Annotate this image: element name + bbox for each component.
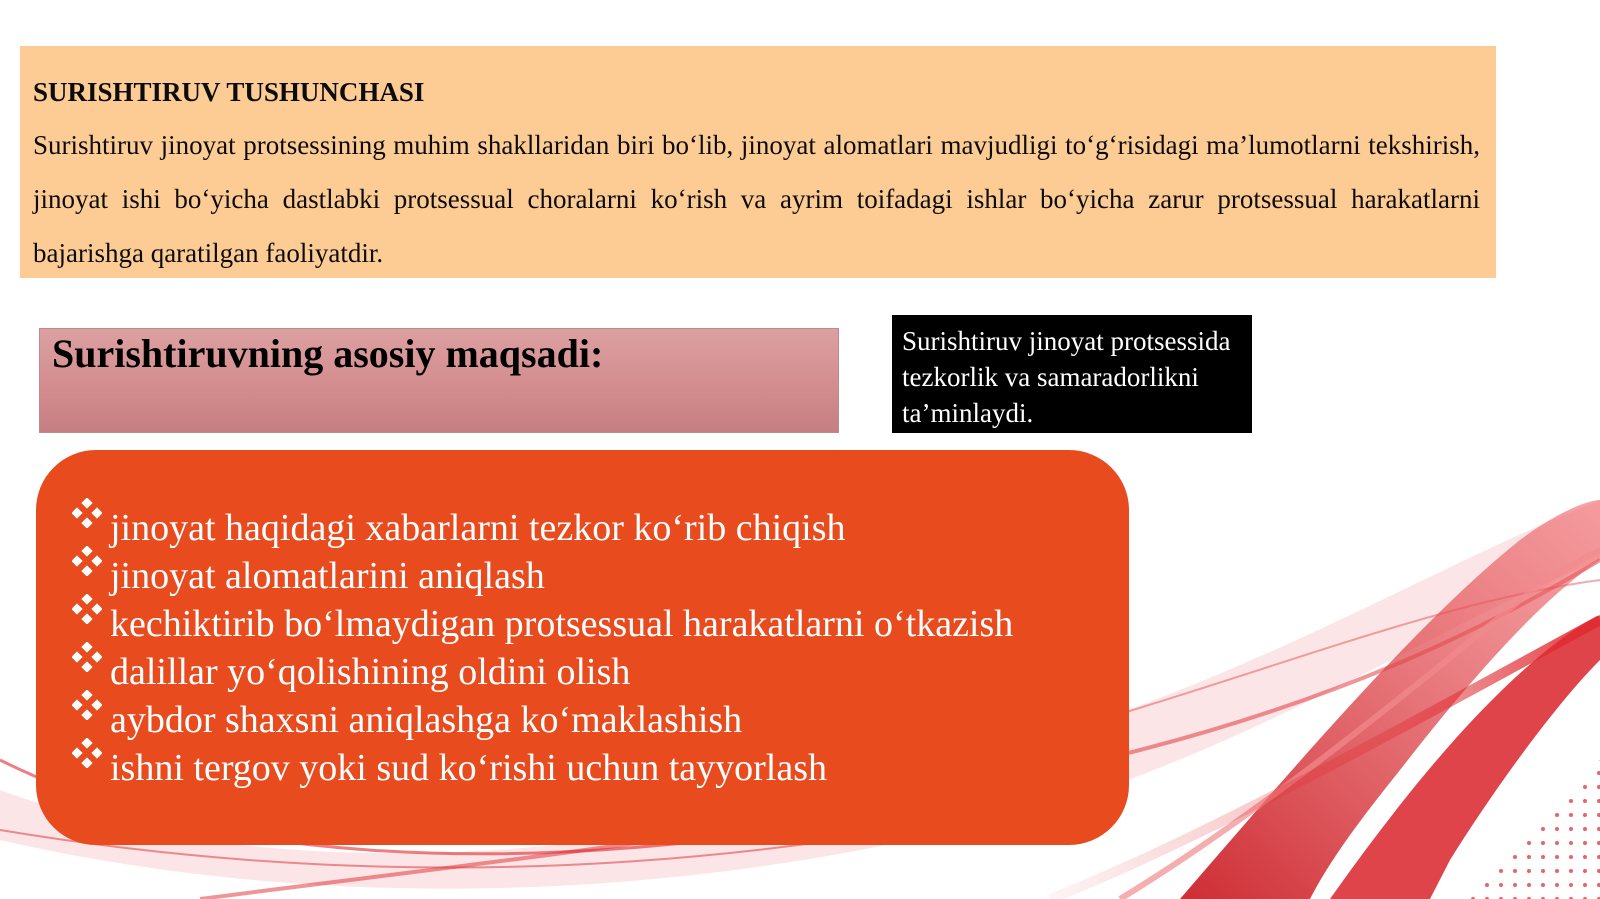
list-item [72,552,1129,600]
note-text: Surishtiruv jinoyat protsessida tezkorlik va samaradorlikni ta’minlaydi. [902,326,1231,428]
goal-list [72,504,1129,792]
list-item-text: dalillar yo‘qolishining oldini olish [110,651,631,693]
list-item-text: aybdor shaxsni aniqlashga ko‘maklashish [110,699,743,741]
list-item [72,600,1129,648]
note-box [892,315,1252,433]
goal-list-box [36,450,1129,845]
four-diamond-bullet-icon [72,738,110,768]
goal-title: Surishtiruvning asosiy maqsadi: [52,331,604,376]
definition-text: Surishtiruv jinoyat protsessining muhim shakllaridan biri bo‘lib, jinoyat alomatlari mavjudligi to‘g‘risidagi ma’lumotlarni tekshirish, jinoyat ishi bo‘yicha dastlabki protsessual choralarni ko‘rish va ayrim toifadagi ishlar bo‘yicha zarur protsessual harakatlarni bajarishga qaratilgan faoliyatdir. [33,130,1480,268]
four-diamond-bullet-icon [72,642,110,672]
four-diamond-bullet-icon [72,594,110,624]
definition-title: SURISHTIRUV TUSHUNCHASI [33,77,425,107]
four-diamond-bullet-icon [72,498,110,528]
list-item [72,504,1129,552]
list-item-text: jinoyat alomatlarini aniqlash [110,555,545,597]
list-item [72,744,1129,792]
four-diamond-bullet-icon [72,546,110,576]
list-item-text: jinoyat haqidagi xabarlarni tezkor ko‘rib chiqish [110,507,846,549]
list-item-text: kechiktirib bo‘lmaydigan protsessual harakatlarni o‘tkazish [110,603,1014,645]
list-item [72,648,1129,696]
four-diamond-bullet-icon [72,690,110,720]
definition-box [20,46,1496,278]
goal-header-box [39,328,839,433]
list-item-text: ishni tergov yoki sud ko‘rishi uchun tayyorlash [110,747,828,789]
list-item [72,696,1129,744]
